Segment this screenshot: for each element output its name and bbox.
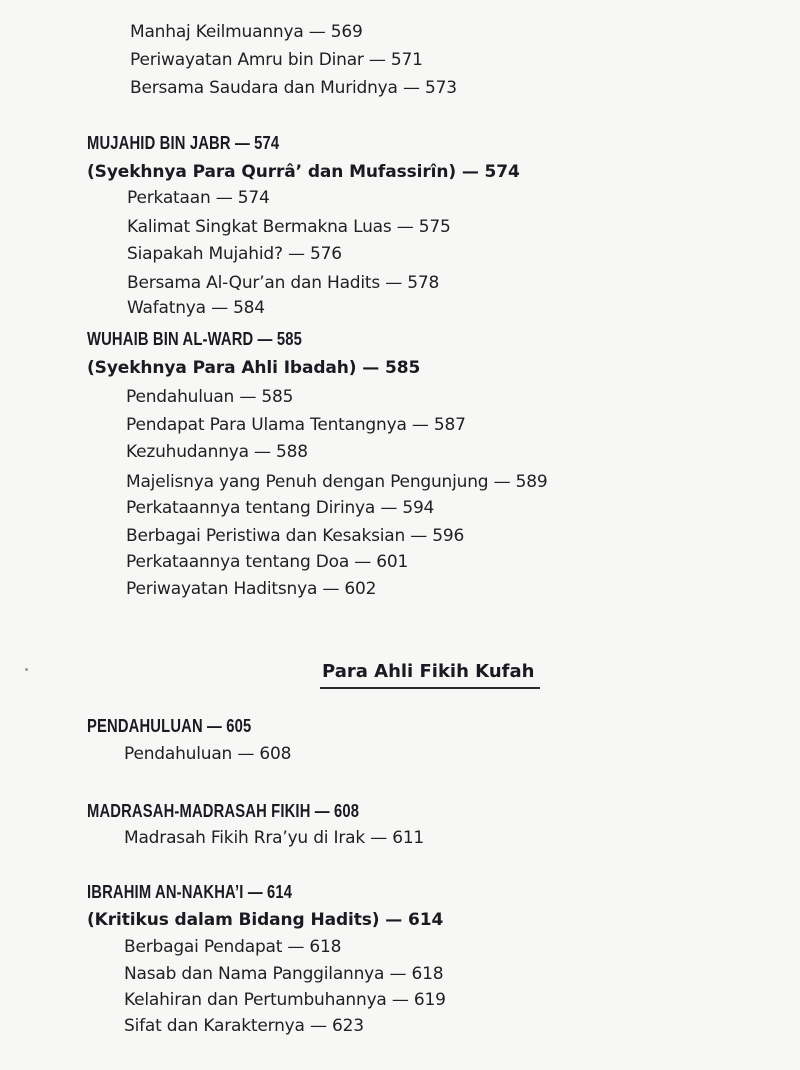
chapter-heading: PENDAHULUAN — 605 — [87, 716, 252, 736]
chapter-subtitle: (Syekhnya Para Ahli Ibadah) — 585 — [87, 358, 421, 378]
chapter-heading: WUHAIB BIN AL-WARD — 585 — [87, 329, 302, 349]
toc-entry: Madrasah Fikih Rra’yu di Irak — 611 — [124, 828, 425, 848]
toc-entry: Nasab dan Nama Panggilannya — 618 — [124, 964, 444, 984]
toc-entry: Bersama Saudara dan Muridnya — 573 — [130, 78, 457, 98]
toc-entry: Majelisnya yang Penuh dengan Pengunjung — 589 — [126, 472, 548, 492]
page-speck — [25, 668, 28, 671]
toc-entry: Manhaj Keilmuannya — 569 — [130, 22, 363, 42]
toc-entry: Perkataannya tentang Doa — 601 — [126, 552, 409, 572]
toc-entry: Perkataan — 574 — [127, 188, 270, 208]
chapter-heading: IBRAHIM AN-NAKHA’I — 614 — [87, 882, 293, 902]
toc-entry: Wafatnya — 584 — [127, 298, 265, 318]
section-title-underline — [320, 687, 540, 689]
toc-entry: Perkataannya tentang Dirinya — 594 — [126, 498, 435, 518]
toc-entry: Pendapat Para Ulama Tentangnya — 587 — [126, 415, 466, 435]
toc-entry: Periwayatan Amru bin Dinar — 571 — [130, 50, 423, 70]
toc-entry: Berbagai Pendapat — 618 — [124, 937, 342, 957]
toc-entry: Periwayatan Haditsnya — 602 — [126, 579, 377, 599]
section-title: Para Ahli Fikih Kufah — [322, 661, 535, 682]
toc-entry: Bersama Al-Qur’an dan Hadits — 578 — [127, 273, 440, 293]
toc-entry: Kelahiran dan Pertumbuhannya — 619 — [124, 990, 446, 1010]
chapter-subtitle: (Kritikus dalam Bidang Hadits) — 614 — [87, 910, 444, 930]
toc-entry: Sifat dan Karakternya — 623 — [124, 1016, 364, 1036]
toc-entry: Berbagai Peristiwa dan Kesaksian — 596 — [126, 526, 465, 546]
toc-entry: Pendahuluan — 585 — [126, 387, 294, 407]
toc-entry: Siapakah Mujahid? — 576 — [127, 244, 342, 264]
chapter-subtitle: (Syekhnya Para Qurrâ’ dan Mufassirîn) — 574 — [87, 162, 520, 182]
toc-entry: Kalimat Singkat Bermakna Luas — 575 — [127, 217, 451, 237]
toc-entry: Pendahuluan — 608 — [124, 744, 292, 764]
chapter-heading: MUJAHID BIN JABR — 574 — [87, 133, 280, 153]
toc-entry: Kezuhudannya — 588 — [126, 442, 308, 462]
chapter-heading: MADRASAH-MADRASAH FIKIH — 608 — [87, 801, 360, 821]
